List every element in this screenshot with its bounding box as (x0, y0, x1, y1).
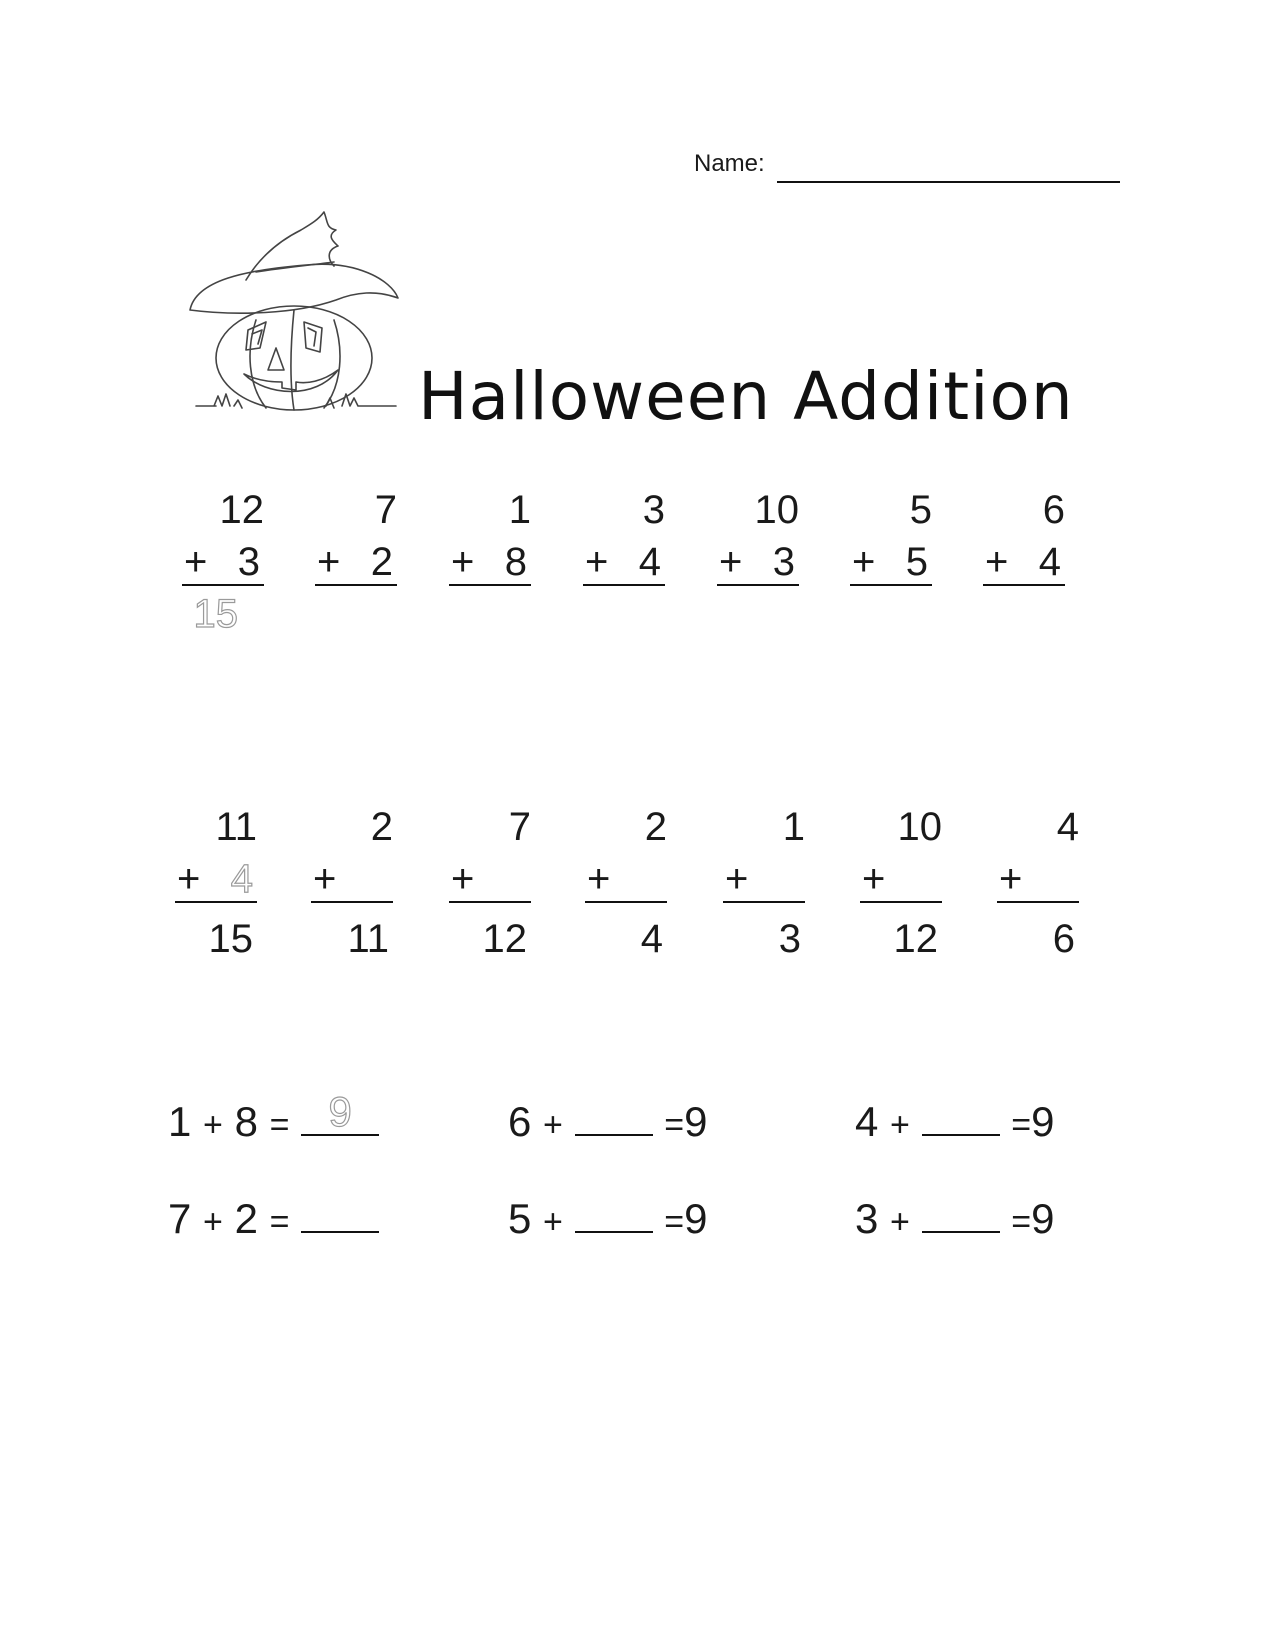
plus-sign: + (317, 540, 341, 584)
addend: 5 (905, 540, 928, 584)
sum-line (182, 584, 264, 586)
top-number: 1 (508, 488, 531, 532)
equation (508, 1195, 707, 1243)
equals-sign: = (1011, 1106, 1032, 1144)
sum-line (717, 584, 799, 586)
sum-line (583, 584, 665, 586)
answer: 12 (482, 917, 527, 961)
addition-problem (449, 488, 531, 638)
addition-problem (723, 805, 805, 961)
addition-problem (311, 805, 393, 961)
sum: 9 (684, 1098, 708, 1145)
missing-addend-blank[interactable] (922, 1199, 1000, 1233)
addend: 4 (1038, 540, 1061, 584)
top-number: 11 (215, 805, 257, 849)
sum-line (175, 901, 257, 903)
addition-problem (585, 805, 667, 961)
sum-line (315, 584, 397, 586)
operand-a: 3 (855, 1195, 879, 1242)
equals-sign: = (664, 1203, 685, 1241)
equals-sign: = (664, 1106, 685, 1144)
plus-sign: + (451, 857, 475, 901)
operand-a: 6 (508, 1098, 532, 1145)
answer: 11 (347, 917, 389, 961)
answer: 12 (893, 917, 938, 961)
sum: 9 (1031, 1195, 1055, 1242)
top-number: 12 (219, 488, 264, 532)
plus-sign: + (313, 857, 337, 901)
addend: 2 (370, 540, 393, 584)
addition-problem (983, 488, 1065, 638)
plus-sign: + (203, 1203, 223, 1241)
top-number: 3 (642, 488, 665, 532)
sum-line (860, 901, 942, 903)
addition-problem (997, 805, 1079, 961)
plus-sign: + (203, 1106, 223, 1144)
missing-addend-blank[interactable] (575, 1102, 653, 1136)
operand-a: 4 (855, 1098, 879, 1145)
answer-blank[interactable] (301, 1088, 379, 1136)
addend: 3 (772, 540, 795, 584)
pumpkin-witch-hat-icon (186, 210, 416, 420)
sum-line (983, 584, 1065, 586)
plus-sign: + (890, 1106, 910, 1144)
sum-line (850, 584, 932, 586)
addend: 4 (230, 857, 253, 901)
plus-sign: + (862, 857, 886, 901)
equation (855, 1195, 1054, 1243)
plus-sign: + (543, 1203, 563, 1241)
top-number: 7 (374, 488, 397, 532)
plus-sign: + (725, 857, 749, 901)
sum-line (585, 901, 667, 903)
equals-sign: = (1011, 1203, 1032, 1241)
plus-sign: + (587, 857, 611, 901)
plus-sign: + (890, 1203, 910, 1241)
plus-sign: + (719, 540, 743, 584)
plus-sign: + (543, 1106, 563, 1144)
top-number: 10 (754, 488, 799, 532)
addend: 4 (638, 540, 661, 584)
operand-a: 7 (168, 1195, 192, 1242)
addition-problem (182, 488, 264, 638)
equation (508, 1098, 707, 1146)
top-number: 2 (370, 805, 393, 849)
operand-b: 8 (234, 1098, 258, 1145)
equals-sign: = (269, 1203, 290, 1241)
addition-problem (717, 488, 799, 638)
sum: 9 (684, 1195, 708, 1242)
answer: 15 (208, 917, 253, 961)
plus-sign: + (852, 540, 876, 584)
top-number: 4 (1056, 805, 1079, 849)
missing-addend-blank[interactable] (922, 1102, 1000, 1136)
addend: 8 (504, 540, 527, 584)
equals-sign: = (269, 1106, 290, 1144)
plus-sign: + (999, 857, 1023, 901)
name-field[interactable] (777, 181, 1120, 183)
sum-line (449, 901, 531, 903)
top-number: 5 (909, 488, 932, 532)
addition-problem (175, 805, 257, 961)
addition-problem (583, 488, 665, 638)
answer: 15 (193, 592, 238, 636)
name-label: Name: (694, 150, 765, 177)
equation (168, 1195, 379, 1243)
addition-problem (850, 488, 932, 638)
operand-a: 1 (168, 1098, 192, 1145)
answer: 6 (1052, 917, 1075, 961)
addend: 3 (237, 540, 260, 584)
top-number: 2 (644, 805, 667, 849)
top-number: 6 (1042, 488, 1065, 532)
top-number: 10 (897, 805, 942, 849)
operand-a: 5 (508, 1195, 532, 1242)
answer-blank[interactable] (301, 1199, 379, 1233)
addition-problem (860, 805, 942, 961)
page-title: Halloween Addition (418, 358, 1074, 435)
top-number: 7 (508, 805, 531, 849)
answer: 3 (778, 917, 801, 961)
plus-sign: + (451, 540, 475, 584)
missing-addend-blank[interactable] (575, 1199, 653, 1233)
equation (168, 1088, 379, 1146)
operand-b: 2 (234, 1195, 258, 1242)
answer: 9 (328, 1088, 352, 1135)
sum-line (997, 901, 1079, 903)
plus-sign: + (985, 540, 1009, 584)
addition-problem (315, 488, 397, 638)
top-number: 1 (782, 805, 805, 849)
sum-line (311, 901, 393, 903)
equation (855, 1098, 1054, 1146)
addition-problem (449, 805, 531, 961)
plus-sign: + (585, 540, 609, 584)
sum-line (449, 584, 531, 586)
sum-line (723, 901, 805, 903)
answer: 4 (640, 917, 663, 961)
sum: 9 (1031, 1098, 1055, 1145)
plus-sign: + (177, 857, 201, 901)
plus-sign: + (184, 540, 208, 584)
